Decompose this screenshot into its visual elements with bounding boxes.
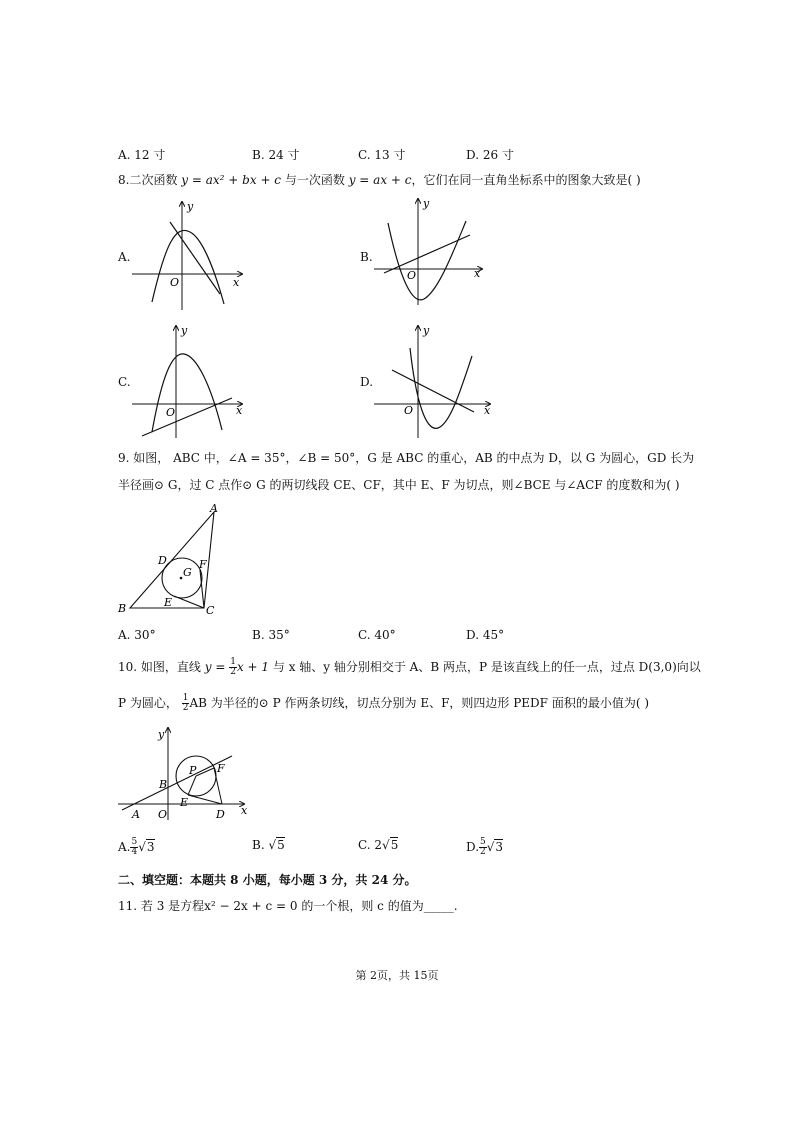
- q10-line1-a: 10. 如图，直线: [118, 660, 201, 674]
- x-label: x: [233, 276, 240, 289]
- q8-formula-linear: y = ax + c: [348, 173, 412, 187]
- fraction-numerator: 5: [480, 837, 486, 847]
- option-prefix: B.: [252, 838, 265, 852]
- y-label: y: [423, 197, 430, 210]
- origin-label: O: [166, 406, 176, 419]
- option-fraction: [479, 838, 487, 857]
- fraction-denominator: 2: [230, 667, 236, 677]
- radius-pe: [188, 776, 196, 795]
- tangent-de: [188, 795, 222, 804]
- q8-question: [118, 172, 641, 188]
- q10-option-d: D. $\frac{5}{2}$ √3: [466, 837, 504, 857]
- option-prefix: D.: [466, 840, 480, 854]
- q7-option-c: C. 13 寸: [358, 148, 406, 162]
- parabola: [152, 354, 222, 432]
- q8-number: 8.: [118, 173, 130, 187]
- label-o: O: [158, 808, 168, 821]
- sqrt-radicand: 5: [390, 838, 399, 852]
- origin-label: O: [404, 404, 414, 417]
- label-p: P: [189, 764, 197, 777]
- label-f: F: [199, 558, 207, 571]
- q10-line1: [118, 658, 701, 677]
- center-g: [180, 577, 183, 580]
- label-a: A: [132, 808, 140, 821]
- q8-label-c: C.: [118, 375, 131, 389]
- sqrt-radicand: 3: [495, 840, 504, 854]
- q10-line2-b: AB 为半径的⊙ P 作两条切线，切点分别为 E、F，则四边形 PEDF 面积的最小值为( ): [189, 696, 650, 710]
- q8-label-b: B.: [360, 250, 373, 264]
- q10-formula-post: x + 1: [236, 660, 270, 674]
- label-f: F: [217, 762, 225, 775]
- tangent-ce: [174, 596, 204, 608]
- label-g: G: [183, 566, 192, 579]
- q7-option-d: D. 26 寸: [466, 148, 514, 162]
- label-e: E: [180, 796, 189, 809]
- fraction-denominator: 2: [182, 703, 189, 713]
- sqrt-radicand: 5: [277, 838, 285, 852]
- q7-option-b: B. 24 寸: [252, 148, 300, 162]
- fraction-numerator: 1: [230, 657, 236, 667]
- origin-label: O: [407, 269, 417, 282]
- y-label: y: [423, 324, 430, 337]
- q7-option-a: A. 12 寸: [118, 148, 166, 162]
- q8-graph-d: [372, 322, 496, 440]
- q8-formula-quadratic: y = ax² + bx + c: [181, 173, 282, 187]
- q10-figure: [114, 724, 254, 824]
- q8-graph-a: [130, 198, 250, 313]
- q8-text-a: 二次函数: [129, 173, 178, 187]
- sqrt-radicand: 3: [146, 840, 155, 854]
- q8-graph-c: [130, 322, 250, 440]
- q8-label-d: D.: [360, 375, 374, 389]
- q11-question: 11. 若 3 是方程x² − 2x + c = 0 的一个根，则 c 的值为_____.: [118, 899, 458, 913]
- fraction-denominator: 4: [131, 847, 138, 857]
- q9-option-a: A. 30°: [118, 628, 156, 642]
- q8-graph-b: [372, 195, 492, 310]
- q9-option-b: B. 35°: [252, 628, 290, 642]
- option-prefix: C. 2: [358, 838, 383, 852]
- q9-line2: 半径画⊙ G，过 C 点作⊙ G 的两切线段 CE、CF，其中 E、F 为切点，则∠BCE 与∠ACF 的度数和为( ): [118, 478, 680, 492]
- label-d: D: [158, 554, 167, 567]
- label-e: E: [164, 596, 173, 609]
- q9-figure: [114, 500, 234, 618]
- q9-line1: 9. 如图， ABC 中，∠A = 35°，∠B = 50°，G 是 ABC 的重心，AB 的中点为 D，以 G 为圆心，GD 长为: [118, 451, 695, 465]
- option-fraction: [130, 838, 138, 857]
- y-label: y: [181, 324, 188, 337]
- x-label: x: [484, 404, 491, 417]
- q9-option-c: C. 40°: [358, 628, 396, 642]
- label-a: A: [210, 502, 218, 515]
- q8-text-b: 与一次函数: [284, 173, 345, 187]
- q9-option-d: D. 45°: [466, 628, 505, 642]
- y-label: y: [187, 200, 194, 213]
- parabola: [388, 221, 466, 300]
- page-footer: 第 2页，共 15页: [355, 969, 439, 982]
- q8-text-c: ，它们在同一直角坐标系中的图象大致是( ): [411, 173, 641, 187]
- q10-option-a: A. $\frac{5}{4}$ √3: [118, 837, 155, 857]
- q10-fraction: [229, 658, 237, 677]
- label-d: D: [216, 808, 225, 821]
- label-y: y: [158, 728, 165, 741]
- q10-line2-a: P 为圆心，: [118, 696, 178, 710]
- x-label: x: [236, 404, 243, 417]
- q10-line1-b: 与 x 轴、y 轴分别相交于 A、B 两点，P 是该直线上的任一点，过点 D(3,0)向以: [272, 660, 701, 674]
- x-label: x: [474, 267, 481, 280]
- q10-line2: [118, 694, 649, 713]
- label-b: B: [118, 602, 127, 615]
- parabola: [152, 230, 224, 304]
- q10-formula-pre: y =: [204, 660, 226, 674]
- q10-option-b: B. √5: [252, 838, 285, 852]
- fraction-denominator: 2: [480, 847, 486, 857]
- label-x: x: [241, 804, 248, 817]
- fraction-numerator: 1: [182, 693, 189, 703]
- fraction-numerator: 5: [131, 837, 138, 847]
- q8-label-a: A.: [118, 250, 131, 264]
- parabola: [410, 348, 472, 428]
- section-heading: 二、填空题：本题共 8 小题，每小题 3 分，共 24 分。: [118, 873, 417, 887]
- label-c: C: [206, 604, 215, 617]
- option-prefix: A.: [118, 840, 131, 854]
- line: [384, 235, 470, 273]
- q10-option-c: C. 2√5: [358, 838, 399, 852]
- label-b: B: [159, 778, 168, 791]
- origin-label: O: [170, 276, 180, 289]
